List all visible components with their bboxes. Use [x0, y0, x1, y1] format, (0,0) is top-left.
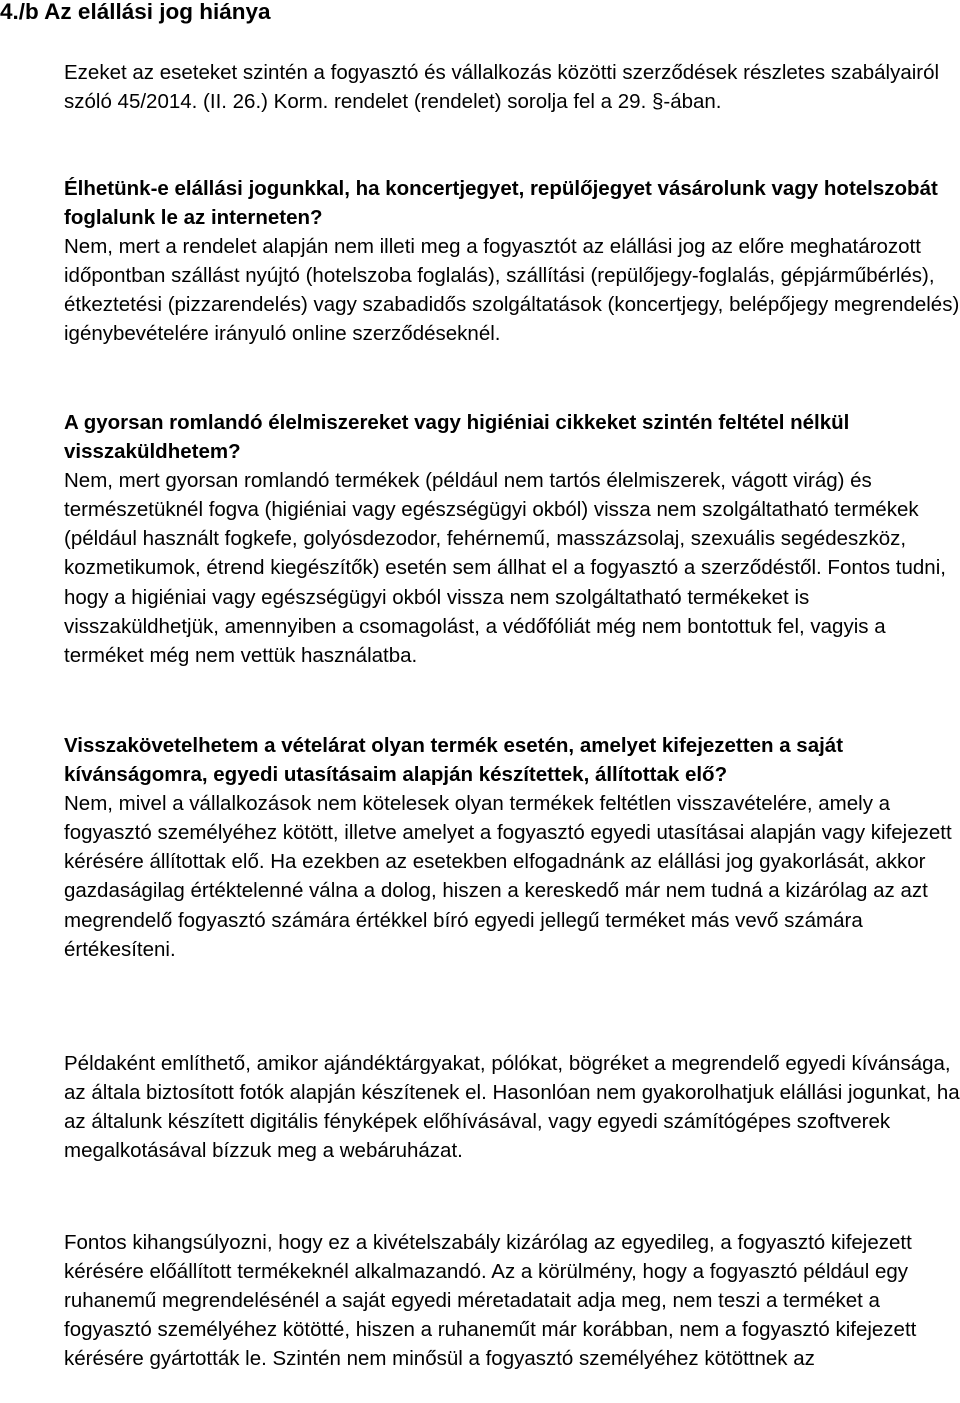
faq-question: A gyorsan romlandó élelmiszereket vagy higiéniai cikkeket szintén feltétel nélkül visszaküldhetem? — [64, 411, 850, 464]
example-paragraph — [64, 1049, 960, 1165]
paragraph-text: Fontos kihangsúlyozni, hogy ez a kivételszabály kizárólag az egyedileg, a fogyasztó kifejezett kérésére előállított termékeknél alkalmazandó. Az a körülmény, hogy a fogyasztó például egy ruhanemű megrendelésénél a saját egyedi méretadatait adja meg, nem teszi a terméket a fogyasztó személyéhez kötötté, hiszen a ruhaneműt már korábban, nem a fogyasztó kifejezett kérésére gyártották le. Szintén nem minősül a fogyasztó személyéhez kötöttnek az — [64, 1231, 917, 1371]
paragraph-text: Példaként említhető, amikor ajándéktárgyakat, pólókat, bögréket a megrendelő egyedi kívánsága, az általa biztosított fotók alapján készítenek el. Hasonlóan nem gyakorolhatjuk elállási jogunkat, ha az általunk készített digitális fényképek előhívásával, vagy egyedi számítógépes szoftverek megalkotásával bízzuk meg a webáruházat. — [64, 1052, 960, 1163]
intro-text: Ezeket az eseteket szintén a fogyasztó és vállalkozás közötti szerződések részletes szabályairól szóló 45/2014. (II. 26.) Korm. rendelet (rendelet) sorolja fel a 29. §-ában. — [64, 61, 940, 114]
faq-question: Visszakövetelhetem a vételárat olyan termék esetén, amelyet kifejezetten a saját kívánságomra, egyedi utasításaim alapján készítettek, állítottak elő? — [64, 734, 844, 787]
intro-paragraph — [64, 58, 960, 116]
faq-answer: Nem, mert gyorsan romlandó termékek (például nem tartós élelmiszerek, vágott virág) és természetüknél fogva (higiéniai vagy egészségügyi okból) vissza nem szolgáltatható termékek (például használt fogkefe, golyósdezodor, fehérnemű, masszázsolaj, szexuális segédeszköz, kozmetikumok, étrend kiegészítők) esetén sem állhat el a fogyasztó a szerződéstől. Fontos tudni, hogy a higiéniai vagy egészségügyi okból vissza nem szolgáltatható termékeket is visszaküldhetjük, amennyiben a csomagolást, a védőfóliát még nem bontottuk fel, vagyis a terméket még nem vettük használatba. — [64, 469, 946, 667]
section-heading: 4./b Az elállási jog hiánya — [0, 0, 271, 24]
faq-item-custom-products — [64, 731, 960, 964]
faq-item-hotel-tickets — [64, 174, 960, 349]
faq-answer: Nem, mert a rendelet alapján nem illeti meg a fogyasztót az elállási jog az előre meghatározott időpontban szállást nyújtó (hotelszoba foglalás), szállítási (repülőjegy-foglalás, gépjárműbérlés), étkeztetési (pizzarendelés) vagy szabadidős szolgáltatások (koncertjegy, belépőjegy megrendelés) igénybevételére irányuló online szerződéseknél. — [64, 235, 960, 346]
faq-item-perishable-goods — [64, 408, 960, 670]
faq-question: Élhetünk-e elállási jogunkkal, ha koncertjegyet, repülőjegyet vásárolunk vagy hotelszobát foglalunk le az interneten? — [64, 177, 938, 230]
emphasis-paragraph — [64, 1228, 960, 1373]
faq-answer: Nem, mivel a vállalkozások nem kötelesek olyan termékek feltétlen visszavételére, amely a fogyasztó személyéhez kötött, illetve amelyet a fogyasztó egyedi utasításai alapján vagy kifejezett kérésére állítottak elő. Ha ezekben az esetekben elfogadnánk az elállási jog gyakorlását, akkor gazdaságilag értéktelenné válna a dolog, hiszen a kereskedő már nem tudná a kizárólag az azt megrendelő fogyasztó számára értékkel bíró egyedi jellegű terméket más vevő számára értékesíteni. — [64, 792, 952, 961]
